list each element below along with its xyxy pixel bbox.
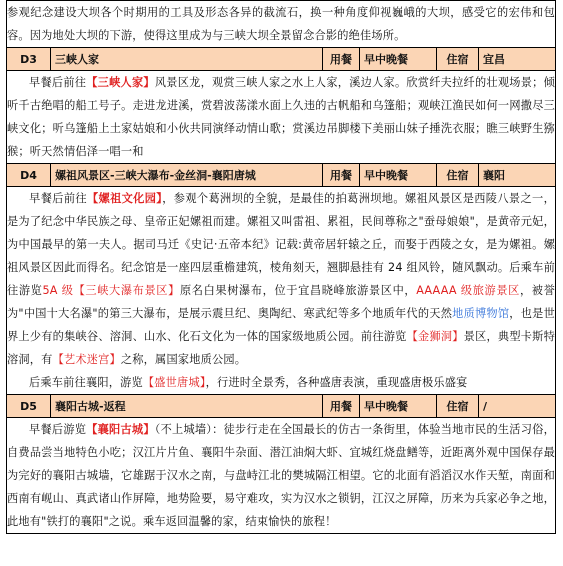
- stay-label: 住宿: [437, 395, 479, 418]
- stay-value: 襄阳: [479, 164, 556, 187]
- highlight-text: 【盛世唐城】: [142, 376, 206, 389]
- stay-label: 住宿: [437, 48, 479, 71]
- description-text: ，被誉为"中国十大名瀑"的第三大瀑布，是展示震旦纪、奥陶纪、寒武纪等多个地质年代的天然: [7, 284, 555, 320]
- description-text: 早餐后前往: [29, 76, 87, 89]
- description-text: 原名白果树瀑布，位于宜昌晓峰旅游景区中，: [179, 284, 417, 297]
- highlight-text: 5A 级【三峡大瀑布景区】: [42, 284, 180, 297]
- description-text: ，参观个葛洲坝的全貌，是最佳的拍葛洲坝地。嫘祖风景区是西陵八景之一，是为了纪念中华民族之母、皇帝正妃嫘祖而建。嫘祖又叫雷祖、累祖，民间尊称之"蚕母娘娘"，是黄帝元妃，为中国最早的第一夫人。据司马迁《史记·五帝本纪》记载:黄帝居轩辕之丘，而娶于西陵之女，是为嫘祖。嫘祖风景区因此而得名。纪念馆是一座四层重檐建筑，棱角刻天，翘脚悬挂有 24 组风铃，随风飘动。后乘车前往游览: [7, 192, 555, 297]
- description-text: ，也是世界上少有的集峡谷、溶洞、山水、化石文化为一体的国家级地质公园。前往游览: [7, 307, 555, 343]
- description-text: 景区，典型卡斯特溶洞，有: [7, 330, 555, 366]
- day-title: 嫘祖风景区-三峡大瀑布-金丝洞-襄阳唐城: [51, 164, 323, 187]
- meal-label: 用餐: [323, 164, 360, 187]
- stay-value: 宜昌: [479, 48, 556, 71]
- description-text: 早餐后前往: [29, 192, 87, 205]
- day-title: 襄阳古城-返程: [51, 395, 323, 418]
- day-description-d4: [7, 187, 556, 395]
- stay-value: /: [479, 395, 556, 418]
- day-title: 三峡人家: [51, 48, 323, 71]
- description-text: （不上城墙）：徒步行走在全国最长的仿古一条街里，体验当地市民的生活习俗，自费品尝当地特色小吃；汉江片片鱼、襄阳牛杂面、潜江油焖大虾、宜城红烧盘鳝等，近距离外观中国保存最为完好的襄阳古城墙，它雄踞于汉水之南，与盘峙江北的樊城隔江相望。它的北面有滔滔汉水作天堑，南面和西南有岘山、真武诸山作屏障，地势险要，易守难攻，实为汉水之锁钥，江汉之屏障，历来为兵家必争之地，此地有"铁打的襄阳"之说。乘车返回温馨的家，结束愉快的旅程！: [7, 423, 555, 528]
- day-number: D4: [7, 164, 51, 187]
- highlight-text: 地质博物馆: [452, 307, 510, 320]
- highlight-text: 【金狮洞】: [406, 330, 464, 343]
- highlight-text: 【襄阳古城】: [86, 423, 155, 436]
- highlight-text: 【三峡人家】: [86, 76, 155, 89]
- meal-value: 早中晚餐: [360, 395, 437, 418]
- meal-value: 早中晚餐: [360, 48, 437, 71]
- itinerary-page: [6, 0, 555, 566]
- meal-value: 早中晚餐: [360, 164, 437, 187]
- meal-label: 用餐: [323, 395, 360, 418]
- day-header-d3: [7, 48, 556, 71]
- day-header-d5: [7, 395, 556, 418]
- highlight-text: AAAAA 级旅游景区: [416, 284, 520, 297]
- highlight-text: 【艺术迷宫】: [52, 353, 121, 366]
- description-text: ，行进时全景秀，各种盛唐表演，重现盛唐极乐盛宴: [205, 376, 468, 389]
- itinerary-table: [6, 0, 556, 534]
- description-text: 之称，属国家地质公园。: [120, 353, 247, 366]
- stay-label: 住宿: [437, 164, 479, 187]
- day-description-d3: [7, 71, 556, 164]
- description-text: 后乘车前往襄阳，游览: [29, 376, 143, 389]
- meal-label: 用餐: [323, 48, 360, 71]
- intro-text: 参观纪念建设大坝各个时期用的工具及形态各异的截流石，换一种角度仰视巍峨的大坝，感受它的宏伟和包容。因为地处大坝的下游，使得这里成为与三峡大坝全景留念合影的绝佳场所。: [7, 1, 556, 48]
- description-text: 风景区龙，观赏三峡人家之水上人家，溪边人家。欣赏纤夫拉纤的壮观场景；倾听千古绝唱的船工号子。走进龙进溪，赏碧波荡漾水面上久违的古帆船和乌篷船；观峡江渔民如何一网撒尽三峡文化；听乌篷船上土家姑娘和小伙共同演绎动情山歌；赏溪边吊脚楼下美丽山妹子捶洗衣服；瞧三峡野生猕猴；听天然情侣泽一唱一和: [7, 76, 555, 158]
- day-description-d5: [7, 418, 556, 534]
- day-number: D3: [7, 48, 51, 71]
- highlight-text: 【嫘祖文化园】: [86, 192, 163, 205]
- day-header-d4: [7, 164, 556, 187]
- description-text: 早餐后游览: [29, 423, 87, 436]
- day-number: D5: [7, 395, 51, 418]
